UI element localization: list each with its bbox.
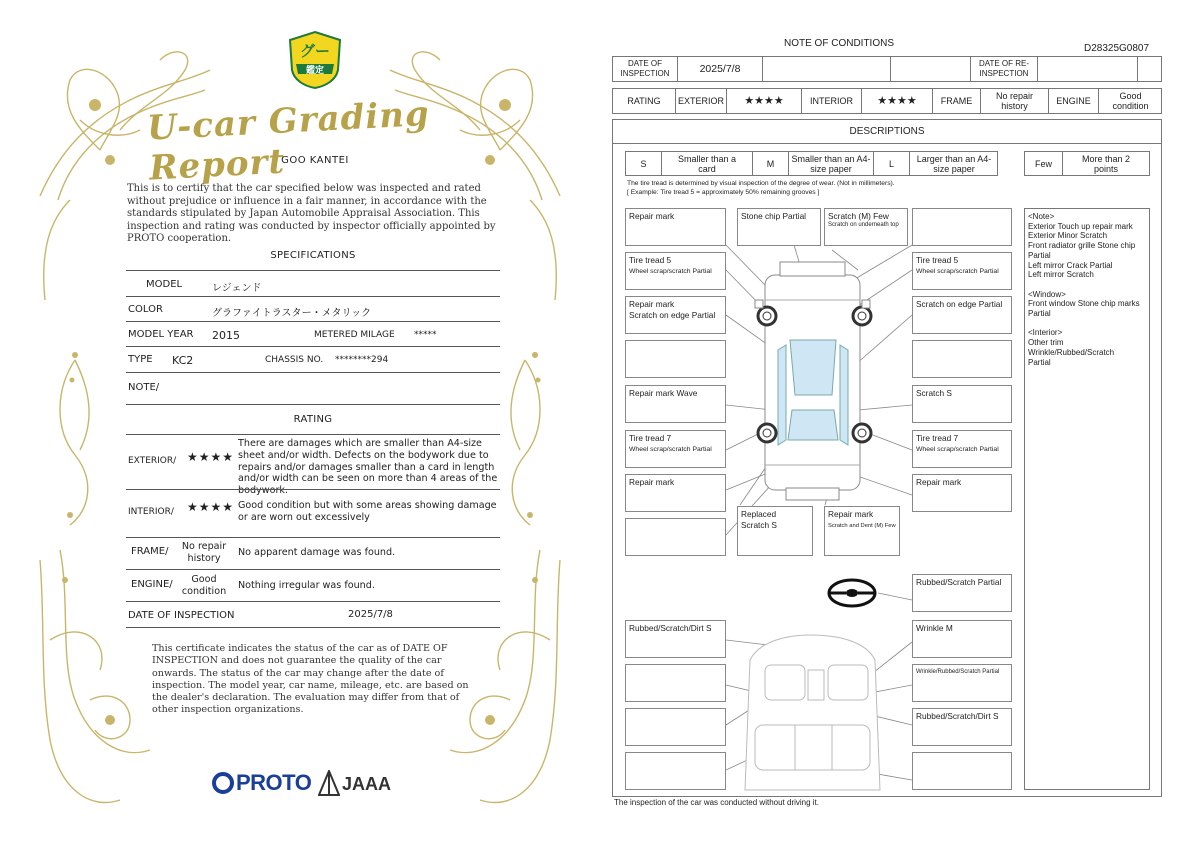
condition-box-steering: Rubbed/Scratch Partial — [912, 574, 1012, 612]
model-label: MODEL — [146, 279, 183, 290]
condition-box-empty — [912, 208, 1012, 246]
steering-wheel-icon — [829, 580, 875, 606]
note-heading: <Interior> — [1028, 328, 1063, 338]
legend-few: Few — [1025, 152, 1063, 175]
box-line: Scratch on edge Partial — [629, 310, 716, 320]
frame-description: No apparent damage was found. — [238, 547, 396, 558]
condition-box-front-right-door: Scratch on edge Partial — [912, 296, 1012, 334]
jaaa-logo: JAAA — [342, 774, 392, 794]
legend-m: M — [753, 152, 789, 175]
engine-value-line: condition — [181, 586, 227, 597]
frame-value-line: No repair — [181, 541, 227, 552]
interior-label: INTERIOR — [802, 89, 862, 113]
condition-box-dashboard: Rubbed/Scratch/Dirt S — [625, 620, 726, 658]
condition-box-hood — [824, 208, 908, 246]
badge-text: グー — [299, 42, 330, 60]
condition-box-rear-right-door: Scratch S — [912, 385, 1012, 423]
badge-sub: 鑑定 — [305, 66, 324, 76]
condition-box-rear-left: Repair mark — [625, 474, 726, 512]
engine-description: Nothing irregular was found. — [238, 580, 375, 591]
note-item: Exterior Touch up repair mark — [1028, 221, 1133, 231]
type-label: TYPE — [128, 354, 153, 365]
condition-box-empty — [912, 752, 1012, 790]
condition-box-empty — [912, 340, 1012, 378]
car-top-view — [755, 262, 871, 500]
condition-box-empty — [625, 518, 726, 556]
exterior-stars: ★★★★ — [727, 89, 802, 113]
box-line: Repair mark — [629, 299, 675, 309]
interior-stars: ★★★★ — [187, 500, 235, 514]
chassis-value: ********294 — [335, 355, 389, 365]
condition-box-console: Rubbed/Scratch/Dirt S — [912, 708, 1012, 746]
exterior-label: EXTERIOR/ — [128, 456, 177, 466]
note-item: Partial — [1028, 309, 1051, 319]
note-item: Left mirror Scratch — [1028, 270, 1094, 280]
condition-box-rear-left-tire — [625, 430, 726, 468]
frame-value — [176, 541, 232, 565]
box-line: Wheel scrap/scratch Partial — [916, 446, 999, 453]
box-line: Wheel scrap/scratch Partial — [629, 446, 712, 453]
box-line: Replaced — [741, 509, 777, 519]
goo-kantei-badge — [288, 30, 342, 90]
condition-box-front-left-tire — [625, 252, 726, 290]
condition-box-front-left-door — [625, 296, 726, 334]
condition-box-empty — [625, 708, 726, 746]
box-line: Wheel scrap/scratch Partial — [916, 268, 999, 275]
interior-label: INTERIOR/ — [128, 507, 174, 517]
color-label: COLOR — [128, 304, 163, 315]
date-value-cell: 2025/7/8 — [678, 57, 763, 81]
condition-box-empty — [625, 340, 726, 378]
model-year-value: 2015 — [212, 329, 240, 342]
jaaa-logo-icon — [318, 770, 340, 796]
note-item: Left mirror Crack Partial — [1028, 260, 1113, 270]
certification-text: This is to certify that the car specified below was inspected and rated without prejudice or influence in a fair manner, in accordance with the standards stipulated by Japan Automobile Appraisal Association. This inspection and rating was conducted by inspector officially appointed by PROTO cooperation. — [127, 183, 496, 245]
divider — [126, 270, 500, 271]
condition-box-rear-right: Repair mark — [912, 474, 1012, 512]
box-line: Scratch and Dent (M) Few — [828, 523, 896, 529]
divider — [126, 346, 500, 347]
divider — [126, 372, 500, 373]
note-item: Partial — [1028, 250, 1051, 260]
divider — [126, 434, 500, 435]
condition-box-rear-left-door: Repair mark Wave — [625, 385, 726, 423]
page-footer: The inspection of the car was conducted without driving it. — [614, 798, 819, 807]
box-line: Tire tread 5 — [916, 255, 959, 265]
condition-box-front-left: Repair mark — [625, 208, 726, 246]
interior-stars: ★★★★ — [862, 89, 933, 113]
note-item: Exterior Minor Scratch — [1028, 231, 1108, 241]
note-label: NOTE/ — [128, 382, 160, 393]
note-item: Front radiator grille Stone chip — [1028, 241, 1136, 251]
legend-l-text: Larger than an A4-size paper — [916, 153, 992, 174]
divider — [126, 296, 500, 297]
reinspection-label: DATE OF RE-INSPECTION — [978, 59, 1030, 78]
note-of-conditions-page — [600, 0, 1200, 848]
box-line: Scratch S — [741, 520, 777, 530]
legend-s: S — [626, 152, 662, 175]
tire-example: [ Example: Tire tread 5 = approximately 50% remaining grooves ] — [627, 189, 820, 196]
specifications-heading: SPECIFICATIONS — [270, 250, 356, 261]
box-line: Repair mark — [828, 509, 874, 519]
box-line: Tire tread 7 — [629, 433, 672, 443]
date-label: DATE OF INSPECTION — [620, 59, 670, 78]
rating-label: RATING — [613, 89, 676, 113]
report-title: U-car Grading Report — [146, 93, 431, 189]
condition-box-empty — [625, 752, 726, 790]
note-item: Wrinkle/Rubbed/Scratch — [1028, 347, 1115, 357]
metered-mileage-value: ***** — [414, 330, 437, 340]
interior-description: Good condition but with some areas showing damage or are worn out excessively — [238, 500, 497, 523]
note-item: Front window Stone chip marks — [1028, 299, 1140, 309]
legend-more-text: More than 2 points — [1081, 153, 1131, 174]
descriptions-heading: DESCRIPTIONS — [849, 126, 925, 137]
box-line: Wheel scrap/scratch Partial — [629, 268, 712, 275]
notes-panel — [1024, 208, 1150, 790]
divider — [126, 601, 500, 602]
note-heading: <Window> — [1028, 289, 1066, 299]
engine-label: ENGINE/ — [131, 579, 173, 590]
exterior-label: EXTERIOR — [676, 89, 727, 113]
engine-value-line: Good — [191, 574, 217, 585]
engine-value-text: Good condition — [1112, 91, 1149, 111]
rating-heading: RATING — [293, 414, 333, 425]
engine-value — [176, 574, 232, 598]
divider — [126, 404, 500, 405]
box-line: Tire tread 5 — [629, 255, 672, 265]
divider — [126, 537, 500, 538]
date-of-inspection-value: 2025/7/8 — [348, 609, 393, 620]
box-line: Tire tread 7 — [916, 433, 959, 443]
condition-box-rear-right-tire — [912, 430, 1012, 468]
note-item: Partial — [1028, 357, 1051, 367]
frame-value-line: history — [187, 553, 221, 564]
legend-m-text: Smaller than an A4-size paper — [791, 153, 871, 174]
certificate-footer: This certificate indicates the status of the car as of DATE OF INSPECTION and does not guarantee the quality of the car onwards. The status of the car may change after the date of inspection. The model year, car name, mileage, etc. are based on the dealer's declaration. The evaluation may differ from that of other inspection organizations. — [152, 643, 469, 716]
frame-label: FRAME — [933, 89, 981, 113]
proto-logo-icon — [212, 772, 234, 794]
legend-l: L — [874, 152, 910, 175]
color-value: グラファイトラスター・メタリック — [212, 308, 372, 319]
condition-box-right-door-trim: Wrinkle/Rubbed/Scratch Partial — [912, 664, 1012, 702]
exterior-stars: ★★★★ — [187, 450, 235, 464]
divider — [126, 569, 500, 570]
page-title: NOTE OF CONDITIONS — [784, 38, 894, 49]
metered-mileage-label: METERED MILAGE — [314, 330, 395, 340]
divider — [126, 489, 500, 490]
frame-value-text: No repair history — [995, 91, 1033, 111]
exterior-description: There are damages which are smaller than A4-size sheet and/or width. Defects on the bodywork due to repairs and/or damages smaller than a card in length and/or width can be seen on more than 4 areas of the bodywork. — [238, 438, 498, 497]
model-year-label: MODEL YEAR — [128, 329, 194, 340]
car-interior-view — [745, 635, 880, 790]
note-heading: <Note> — [1028, 212, 1055, 221]
condition-box-front-right-tire — [912, 252, 1012, 290]
condition-box-rear-bumper — [824, 506, 900, 556]
brand-name: GOO KANTEI — [281, 155, 349, 166]
condition-box-trunk — [737, 506, 813, 556]
frame-label: FRAME/ — [131, 546, 169, 557]
model-value: レジェンド — [212, 283, 262, 294]
legend-s-text: Smaller than a card — [677, 153, 737, 174]
divider — [126, 321, 500, 322]
condition-box-front-bumper: Stone chip Partial — [737, 208, 821, 246]
tire-note: The tire tread is determined by visual inspection of the degree of wear. (Not in millimeters). — [627, 180, 895, 187]
condition-box-front-right-seat: Wrinkle M — [912, 620, 1012, 658]
divider — [126, 627, 500, 628]
notes-list — [1028, 212, 1140, 367]
engine-label: ENGINE — [1049, 89, 1099, 113]
box-line: Scratch on underneath top — [828, 222, 899, 228]
date-of-inspection-label: DATE OF INSPECTION — [128, 610, 235, 621]
box-line: Scratch (M) Few — [828, 211, 889, 221]
type-value: KC2 — [172, 354, 194, 367]
condition-box-empty — [625, 664, 726, 702]
proto-logo: PROTO — [236, 770, 312, 795]
note-item: Other trim — [1028, 338, 1064, 348]
chassis-label: CHASSIS NO. — [265, 355, 324, 365]
document-id: D28325G0807 — [1084, 43, 1150, 54]
